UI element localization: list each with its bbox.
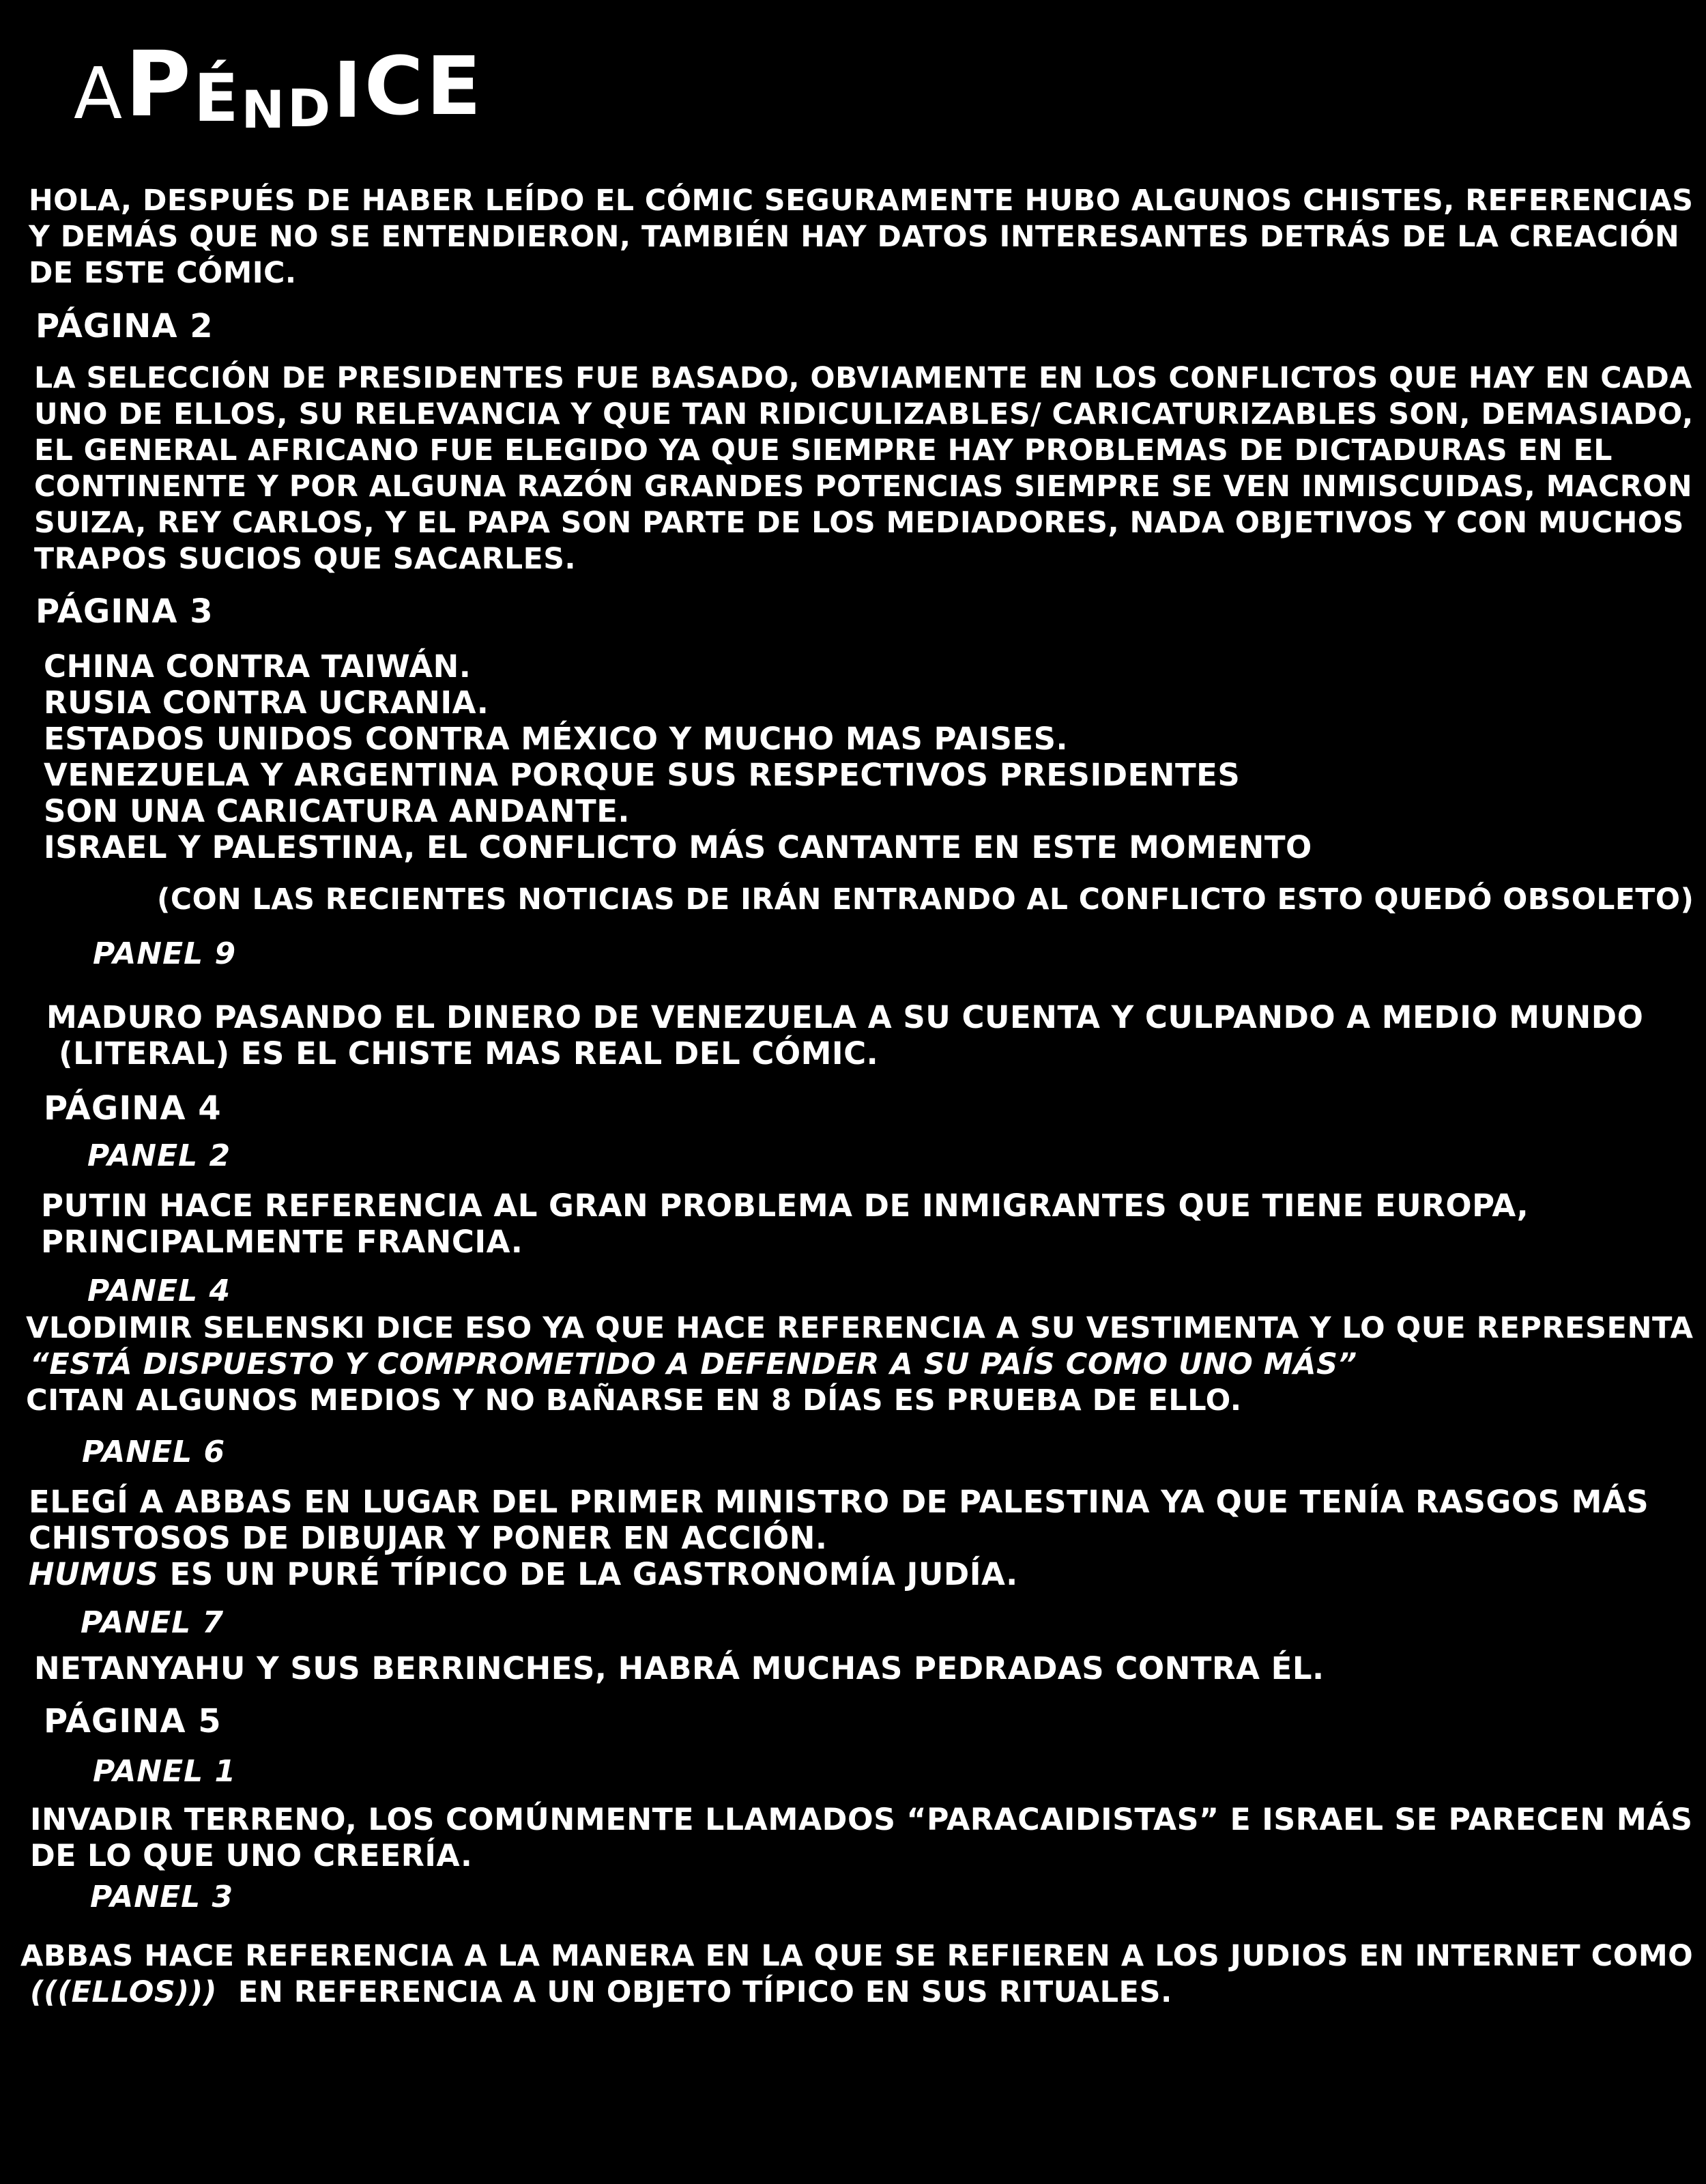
text-line: EL GENERAL AFRICANO FUE ELEGIDO YA QUE SIEMPRE HAY PROBLEMAS DE DICTADURAS EN EL bbox=[34, 433, 1613, 468]
intro-paragraph bbox=[29, 183, 1693, 291]
panel-7-paragraph bbox=[34, 1650, 1325, 1686]
panel-2-paragraph bbox=[41, 1188, 1529, 1260]
list-item: ESTADOS UNIDOS CONTRA MÉXICO Y MUCHO MAS PAISES. bbox=[44, 721, 1069, 757]
panel-label: PANEL 1 bbox=[93, 1754, 237, 1789]
intro-line: Y DEMÁS QUE NO SE ENTENDIERON, TAMBIÉN HAY DATOS INTERESANTES DETRÁS DE LA CREACIÓN bbox=[29, 220, 1680, 254]
humus-word: HUMUS bbox=[29, 1556, 159, 1592]
ellos-echo: (((ELLOS))) bbox=[30, 1975, 217, 2009]
page-3-list bbox=[44, 648, 1312, 865]
text-line: SUIZA, REY CARLOS, Y EL PAPA SON PARTE DE LOS MEDIADORES, NADA OBJETIVOS Y CON MUCHOS bbox=[34, 506, 1684, 540]
title-letter: N bbox=[241, 79, 288, 140]
text-line: CITAN ALGUNOS MEDIOS Y NO BAÑARSE EN 8 DÍAS ES PRUEBA DE ELLO. bbox=[26, 1383, 1242, 1418]
list-item: CHINA CONTRA TAIWÁN. bbox=[44, 648, 472, 685]
humus-rest: ES UN PURÉ TÍPICO DE LA GASTRONOMÍA JUDÍA. bbox=[158, 1556, 1018, 1592]
text-line: (LITERAL) ES EL CHISTE MAS REAL DEL CÓMIC. bbox=[59, 1035, 879, 1072]
text-line: ABBAS HACE REFERENCIA A LA MANERA EN LA QUE SE REFIEREN A LOS JUDIOS EN INTERNET COMO bbox=[20, 1939, 1694, 1973]
panel-4-paragraph bbox=[26, 1310, 1693, 1419]
text-line: TRAPOS SUCIOS QUE SACARLES. bbox=[34, 542, 577, 576]
quote-line: “ESTÁ DISPUESTO Y COMPROMETIDO A DEFENDER A SU PAÍS COMO UNO MÁS” bbox=[30, 1347, 1357, 1381]
title-letter: P bbox=[125, 32, 194, 137]
list-item: VENEZUELA Y ARGENTINA PORQUE SUS RESPECTIVOS PRESIDENTES bbox=[44, 757, 1241, 793]
panel-3-paragraph bbox=[20, 1938, 1693, 2011]
text-line: DE LO QUE UNO CREERÍA. bbox=[30, 1839, 473, 1873]
title-letter: É bbox=[193, 60, 242, 136]
page-2-paragraph bbox=[34, 360, 1694, 577]
text-line: MADURO PASANDO EL DINERO DE VENEZUELA A SU CUENTA Y CULPANDO A MEDIO MUNDO bbox=[46, 999, 1644, 1035]
panel-label: PANEL 2 bbox=[87, 1138, 231, 1173]
text-line: NETANYAHU Y SUS BERRINCHES, HABRÁ MUCHAS PEDRADAS CONTRA ÉL. bbox=[34, 1650, 1325, 1686]
text-line: LA SELECCIÓN DE PRESIDENTES FUE BASADO, OBVIAMENTE EN LOS CONFLICTOS QUE HAY EN CADA bbox=[34, 361, 1692, 395]
list-item: ISRAEL Y PALESTINA, EL CONFLICTO MÁS CANTANTE EN ESTE MOMENTO bbox=[44, 829, 1312, 865]
text-line: CONTINENTE Y POR ALGUNA RAZÓN GRANDES POTENCIAS SIEMPRE SE VEN INMISCUIDAS, MACRON bbox=[34, 470, 1692, 504]
text-line: UNO DE ELLOS, SU RELEVANCIA Y QUE TAN RIDICULIZABLES/ CARICATURIZABLES SON, DEMASIADO, bbox=[34, 397, 1694, 431]
panel-label: PANEL 4 bbox=[87, 1274, 231, 1308]
panel-label: PANEL 6 bbox=[82, 1435, 226, 1469]
section-heading-page-5: PÁGINA 5 bbox=[44, 1702, 222, 1740]
panel-1-paragraph bbox=[30, 1802, 1693, 1874]
title-letter: A bbox=[74, 52, 126, 135]
title-letter: I bbox=[333, 46, 364, 135]
intro-line: DE ESTE CÓMIC. bbox=[29, 256, 297, 290]
title-letter: CE bbox=[364, 39, 485, 133]
text-line: VLODIMIR SELENSKI DICE ESO YA QUE HACE REFERENCIA A SU VESTIMENTA Y LO QUE REPRESENTA bbox=[26, 1311, 1694, 1345]
text-line: INVADIR TERRENO, LOS COMÚNMENTE LLAMADOS “PARACAIDISTAS” E ISRAEL SE PARECEN MÁS bbox=[30, 1802, 1693, 1837]
text-line: PRINCIPALMENTE FRANCIA. bbox=[41, 1224, 523, 1260]
text-line: PUTIN HACE REFERENCIA AL GRAN PROBLEMA DE INMIGRANTES QUE TIENE EUROPA, bbox=[41, 1188, 1529, 1224]
ellos-rest: EN REFERENCIA A UN OBJETO TÍPICO EN SUS RITUALES. bbox=[237, 1975, 1172, 2009]
text-line: ELEGÍ A ABBAS EN LUGAR DEL PRIMER MINISTRO DE PALESTINA YA QUE TENÍA RASGOS MÁS bbox=[29, 1484, 1649, 1520]
text-line: CHISTOSOS DE DIBUJAR Y PONER EN ACCIÓN. bbox=[29, 1520, 828, 1556]
text-line bbox=[29, 1556, 1649, 1592]
title-letter: D bbox=[287, 78, 334, 139]
list-item: RUSIA CONTRA UCRANIA. bbox=[44, 685, 489, 721]
section-heading-page-2: PÁGINA 2 bbox=[35, 307, 214, 345]
panel-label: PANEL 7 bbox=[81, 1605, 225, 1640]
page-3-note: (CON LAS RECIENTES NOTICIAS DE IRÁN ENTRANDO AL CONFLICTO ESTO QUEDÓ OBSOLETO) bbox=[157, 883, 1694, 917]
page-title bbox=[74, 32, 485, 140]
list-item: SON UNA CARICATURA ANDANTE. bbox=[44, 793, 631, 829]
panel-label: PANEL 9 bbox=[93, 936, 237, 971]
section-heading-page-3: PÁGINA 3 bbox=[35, 592, 214, 631]
panel-6-paragraph bbox=[29, 1484, 1649, 1592]
panel-9-paragraph bbox=[46, 999, 1643, 1072]
panel-label: PANEL 3 bbox=[90, 1880, 234, 1914]
text-line bbox=[20, 1974, 1693, 2011]
section-heading-page-4: PÁGINA 4 bbox=[44, 1089, 222, 1127]
intro-line: HOLA, DESPUÉS DE HABER LEÍDO EL CÓMIC SEGURAMENTE HUBO ALGUNOS CHISTES, REFERENCIAS bbox=[29, 184, 1694, 218]
